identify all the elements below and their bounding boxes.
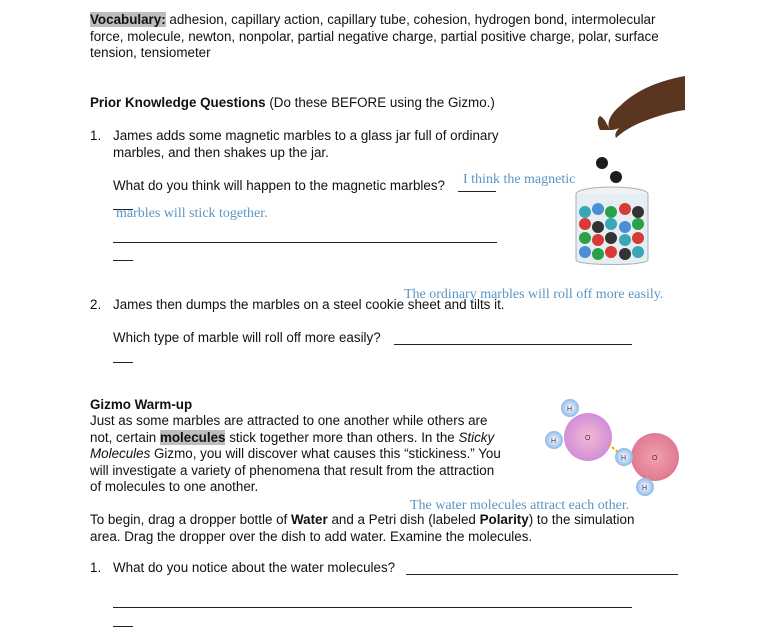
- h-label-4: H: [642, 485, 648, 492]
- polarity-term: Polarity: [479, 512, 529, 527]
- warmup-p1-line-5: of molecules to one another.: [90, 479, 259, 494]
- q1-number: 1.: [90, 128, 102, 143]
- warmup-p2-line-2: area. Drag the dropper over the dish to add water. Examine the molecules.: [90, 528, 533, 544]
- o-label-2: O: [652, 455, 658, 462]
- q2-text: James then dumps the marbles on a steel cookie sheet and tilts it.: [113, 297, 505, 312]
- q2-answer-line-1[interactable]: [394, 344, 632, 345]
- hand-icon: [608, 72, 685, 138]
- q2-handwritten-answer: The ordinary marbles will roll off more easily.: [404, 287, 664, 302]
- h-label-3: H: [621, 455, 627, 462]
- warmup-p2-line-1: To begin, drag a dropper bottle of Water and a Petri dish (labeled Polarity) to the simulation: [90, 512, 635, 527]
- warmup-p1-line-3: Molecules Gizmo, you will discover what causes this “stickiness.” You: [90, 446, 501, 461]
- prior-knowledge-heading: [90, 95, 495, 112]
- warmup-q1-number: 1.: [90, 560, 102, 575]
- q2-answer-line-2[interactable]: [113, 362, 133, 363]
- q1-text-line-2: marbles, and then shakes up the jar.: [113, 145, 329, 160]
- water-term: Water: [291, 512, 328, 527]
- marble-jar-illustration: [570, 72, 685, 272]
- q1-answer-line-1[interactable]: [458, 191, 496, 192]
- water-molecules-illustration: [540, 392, 685, 497]
- warmup-q1-handwritten-answer: The water molecules attract each other.: [410, 498, 630, 513]
- h-label-2: H: [551, 438, 557, 445]
- warmup-p1-line-1: Just as some marbles are attracted to one another while others are: [90, 413, 488, 428]
- q2-number: 2.: [90, 297, 102, 312]
- warmup-q1-answer-line-1[interactable]: [406, 574, 678, 575]
- q1-answer-line-2[interactable]: [113, 242, 497, 243]
- warmup-p1-line-2: not, certain molecules stick together more than others. In the Sticky: [90, 429, 495, 445]
- warmup-q1-prompt: What do you notice about the water molecules?: [113, 560, 396, 575]
- warmup-paragraph-1: [90, 413, 530, 496]
- h-label-1: H: [567, 406, 573, 413]
- warmup-q1-answer-line-2[interactable]: [113, 607, 632, 608]
- warmup-heading: Gizmo Warm-up: [90, 397, 193, 412]
- prior-heading-note: (Do these BEFORE using the Gizmo.): [269, 95, 495, 110]
- q1-prompt: What do you think will happen to the magnetic marbles?: [113, 178, 445, 193]
- molecules-term: molecules: [159, 429, 226, 445]
- warmup-p1-line-4: will investigate a variety of phenomena that result from the attraction: [90, 462, 495, 478]
- warmup-q1-answer-line-3[interactable]: [113, 626, 133, 627]
- vocabulary-paragraph: [90, 12, 690, 62]
- q2-prompt: Which type of marble will roll off more easily?: [113, 330, 381, 345]
- warmup-paragraph-2: [90, 512, 634, 545]
- o-label-1: O: [585, 435, 591, 442]
- prior-heading-title: Prior Knowledge Questions: [90, 95, 266, 110]
- vocabulary-label: Vocabulary:: [90, 12, 166, 27]
- q1-text-line-1: James adds some magnetic marbles to a glass jar full of ordinary: [113, 128, 499, 143]
- q1-answer-line-3[interactable]: [113, 260, 133, 261]
- q1-handwritten-answer-1: I think the magnetic: [463, 172, 576, 187]
- vocabulary-terms: adhesion, capillary action, capillary tube, cohesion, hydrogen bond, intermolecular force, molecule, newton, nonpolar, partial negative charge, partial positive charge, polar, surface tension, tensiometer: [90, 12, 659, 60]
- q1-handwritten-answer-2: marbles will stick together.: [116, 206, 268, 221]
